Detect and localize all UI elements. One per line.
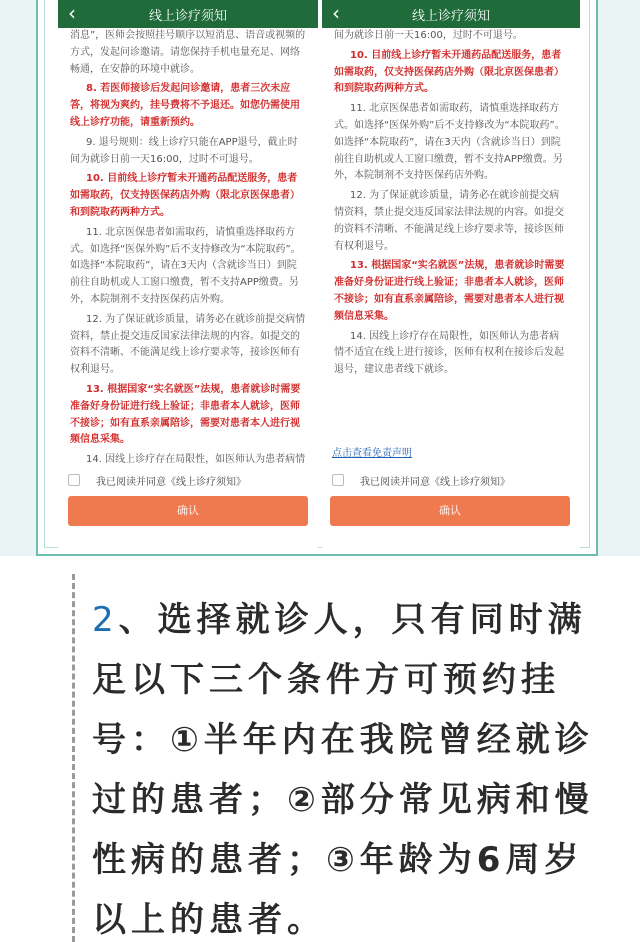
notice-paragraph: 11. 北京医保患者如需取药，请慎重选择取药方式。如选择“医保外购”后不支持修改为“本院取药”。如选择“本院取药”，请在3天内（含就诊当日）到院前往自助机或人工窗口缴费，暂不支持APP缴费。另外，本院制剂不支持医保药店外购。 <box>334 103 565 182</box>
right-confirm-button[interactable]: 确认 <box>330 496 570 526</box>
left-agree-row[interactable] <box>68 472 246 488</box>
notice-paragraph: 10. 目前线上诊疗暂未开通药品配送服务，患者如需取药，仅支持医保药店外购（限北京医保患者）和到院取药两种方式。 <box>334 49 564 95</box>
notice-paragraph: 8. 若医师接诊后发起问诊邀请，患者三次未应答，将视为爽约，挂号费将不予退还。如您仍需使用线上诊疗功能，请重新预约。 <box>70 83 300 128</box>
right-navbar <box>322 0 580 28</box>
back-arrow-icon[interactable]: ‹ <box>68 1 76 25</box>
notice-paragraph: 12. 为了保证就诊质量，请务必在就诊前提交病情资料，禁止提交违反国家法律法规的内容。如提交的资料不清晰、不能满足线上诊疗要求等，接诊医师有权利退号。 <box>334 190 564 252</box>
back-arrow-icon[interactable]: ‹ <box>332 1 340 25</box>
right-agree-row[interactable] <box>332 472 510 488</box>
right-notice-content[interactable] <box>322 28 580 438</box>
notice-paragraph: 14. 因线上诊疗存在局限性，如医师认为患者病情 <box>86 454 306 466</box>
left-agree-text: 我已阅读并同意《线上诊疗须知》 <box>96 476 246 488</box>
notice-paragraph: 10. 目前线上诊疗暂未开通药品配送服务，患者如需取药，仅支持医保药店外购（限北京医保患者）和到院取药两种方式。 <box>70 173 300 218</box>
notice-paragraph: 间为就诊日前一天16:00，过时不可退号。 <box>334 30 523 41</box>
left-agree-checkbox[interactable] <box>68 474 80 486</box>
left-navbar <box>58 0 318 28</box>
step-body: 、选择就诊人，只有同时满足以下三个条件方可预约挂号：①半年内在我院曾经就诊过的患者；②部分常见病和慢性病的患者；③年龄为6周岁以上的患者。 <box>92 600 594 940</box>
right-agree-checkbox[interactable] <box>332 474 344 486</box>
dashed-divider <box>72 574 75 942</box>
notice-paragraph: 12. 为了保证就诊质量，请务必在就诊前提交病情资料，禁止提交违反国家法律法规的内容。如提交的资料不清晰、不能满足线上诊疗要求等，接诊医师有权利退号。 <box>70 313 306 376</box>
left-confirm-button[interactable]: 确认 <box>68 496 308 526</box>
left-notice-content[interactable] <box>58 28 318 466</box>
disclaimer-link[interactable]: 点击查看免责声明 <box>332 448 412 459</box>
notice-paragraph: 13. 根据国家“实名就医”法规，患者就诊时需要准备好身份证进行线上验证；非患者本人就诊，医师不接诊；如有直系亲属陪诊，需要对患者本人进行视频信息采集。 <box>70 383 301 446</box>
notice-paragraph: 9. 退号规则：线上诊疗只能在APP退号，截止时间为就诊日前一天16:00，过时不可退号。 <box>70 136 298 165</box>
notice-paragraph: 14. 因线上诊疗存在局限性，如医师认为患者病情不适宜在线上进行接诊，医师有权利在接诊后发起退号，建议患者线下就诊。 <box>334 330 564 376</box>
right-agree-text: 我已阅读并同意《线上诊疗须知》 <box>360 476 510 488</box>
notice-paragraph: 11. 北京医保患者如需取药，请慎重选择取药方式。如选择“医保外购”后不支持修改为“本院取药”。如选择“本院取药”，请在3天内（含就诊当日）到院前往自助机或人工窗口缴费，暂不支持APP缴费。另外，本院制剂不支持医保药店外购。 <box>70 226 301 305</box>
right-phone-panel <box>322 0 580 548</box>
left-page-title: 线上诊疗须知 <box>148 9 227 24</box>
step-instruction <box>92 590 604 942</box>
right-page-title: 线上诊疗须知 <box>411 9 490 24</box>
notice-paragraph: 13. 根据国家“实名就医”法规，患者就诊时需要准备好身份证进行线上验证；非患者本人就诊，医师不接诊；如有直系亲属陪诊，需要对患者本人进行视频信息采集。 <box>334 260 565 322</box>
step-number: 2 <box>92 600 119 640</box>
left-phone-panel <box>58 0 318 548</box>
notice-paragraph: 消息”，医师会按照挂号顺序以短消息、语音或视频的方式，发起问诊邀请。请您保持手机电量充足、网络畅通，在安静的环境中就诊。 <box>70 30 306 75</box>
